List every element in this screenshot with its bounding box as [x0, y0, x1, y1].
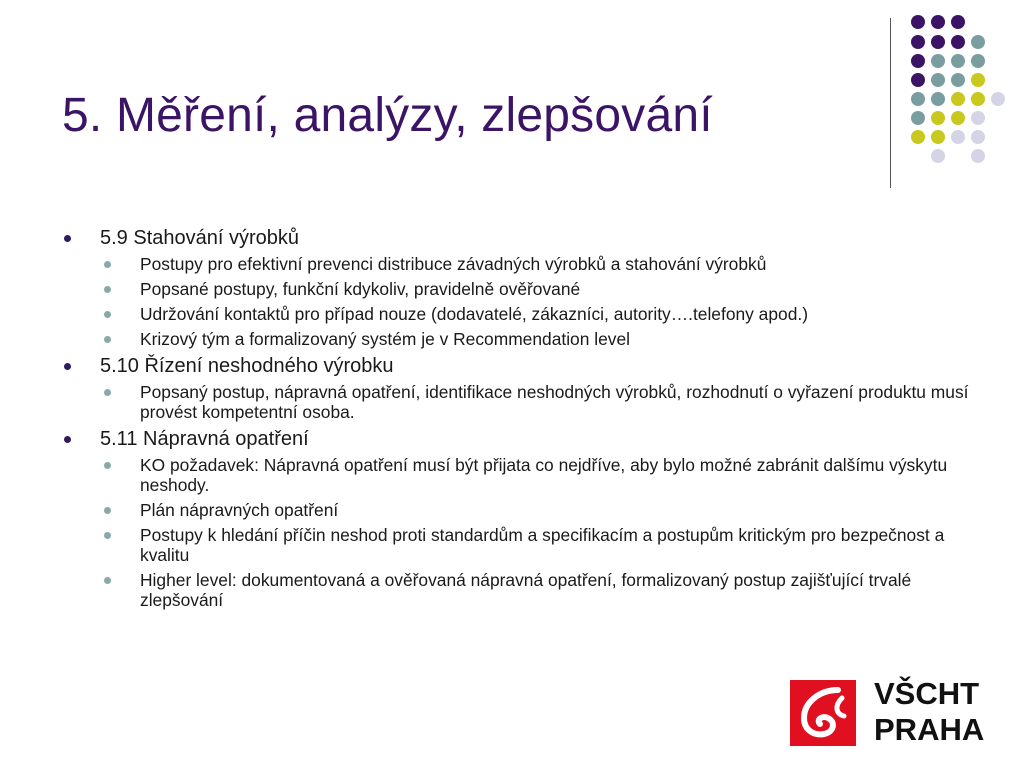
- list-item: Popsané postupy, funkční kdykoliv, pravidelně ověřované: [60, 279, 980, 299]
- decorative-dot: [951, 92, 965, 106]
- vscht-logo-icon: [790, 680, 856, 746]
- decorative-dot: [951, 73, 965, 87]
- vscht-swoosh-icon: [790, 680, 856, 746]
- bullet-icon: [64, 235, 71, 242]
- decorative-dot: [911, 35, 925, 49]
- list-item: Krizový tým a formalizovaný systém je v Recommendation level: [60, 329, 980, 349]
- decorative-dot: [971, 111, 985, 125]
- decorative-dot: [971, 35, 985, 49]
- decorative-dot: [931, 92, 945, 106]
- decorative-dot: [911, 130, 925, 144]
- bullet-icon: [104, 577, 111, 584]
- list-item: Popsaný postup, nápravná opatření, identifikace neshodných výrobků, rozhodnutí o vyřazení produktu musí provést kompetentní osoba.: [60, 382, 980, 422]
- list-item: Udržování kontaktů pro případ nouze (dodavatelé, zákazníci, autority….telefony apod.): [60, 304, 980, 324]
- bullet-icon: [64, 363, 71, 370]
- decorative-dot: [951, 15, 965, 29]
- decorative-dot: [911, 111, 925, 125]
- bullet-icon: [104, 336, 111, 343]
- decorative-dot: [991, 92, 1005, 106]
- slide-content: [60, 226, 980, 615]
- bullet-icon: [64, 436, 71, 443]
- decorative-dot: [911, 15, 925, 29]
- decorative-dot: [971, 54, 985, 68]
- logo-line-1: VŠCHT: [874, 676, 980, 711]
- decorative-dot: [931, 35, 945, 49]
- decorative-dot: [971, 130, 985, 144]
- section-heading: 5.11 Nápravná opatření: [60, 427, 980, 451]
- section-heading: 5.9 Stahování výrobků: [60, 226, 980, 250]
- decorative-dot: [951, 111, 965, 125]
- decorative-dot: [931, 54, 945, 68]
- decorative-divider: [890, 18, 891, 188]
- decorative-dot: [971, 73, 985, 87]
- decorative-dot: [911, 92, 925, 106]
- bullet-list: [60, 226, 980, 610]
- bullet-icon: [104, 532, 111, 539]
- list-item: Postupy k hledání příčin neshod proti standardům a specifikacím a postupům kritickým pro bezpečnost a kvalitu: [60, 525, 980, 565]
- decorative-dot: [971, 92, 985, 106]
- list-item: Postupy pro efektivní prevenci distribuce závadných výrobků a stahování výrobků: [60, 254, 980, 274]
- section-heading: 5.10 Řízení neshodného výrobku: [60, 354, 980, 378]
- decorative-dot: [951, 54, 965, 68]
- decorative-dot: [931, 15, 945, 29]
- decorative-dot: [931, 73, 945, 87]
- bullet-icon: [104, 311, 111, 318]
- slide-title: 5. Měření, analýzy, zlepšování: [62, 89, 713, 142]
- bullet-icon: [104, 286, 111, 293]
- vscht-logo-text: [874, 676, 984, 748]
- bullet-icon: [104, 389, 111, 396]
- decorative-dot: [911, 54, 925, 68]
- decorative-dot: [911, 73, 925, 87]
- bullet-icon: [104, 507, 111, 514]
- list-item: Plán nápravných opatření: [60, 500, 980, 520]
- list-item: Higher level: dokumentovaná a ověřovaná nápravná opatření, formalizovaný postup zajišťující trvalé zlepšování: [60, 570, 980, 610]
- decorative-dot: [931, 149, 945, 163]
- list-item: KO požadavek: Nápravná opatření musí být přijata co nejdříve, aby bylo možné zabránit dalšímu výskytu neshody.: [60, 455, 980, 495]
- logo-line-2: PRAHA: [874, 712, 985, 747]
- bullet-icon: [104, 261, 111, 268]
- decorative-dot: [951, 35, 965, 49]
- decorative-dot: [951, 130, 965, 144]
- decorative-dot: [971, 149, 985, 163]
- bullet-icon: [104, 462, 111, 469]
- decorative-dot: [931, 111, 945, 125]
- decorative-dot: [931, 130, 945, 144]
